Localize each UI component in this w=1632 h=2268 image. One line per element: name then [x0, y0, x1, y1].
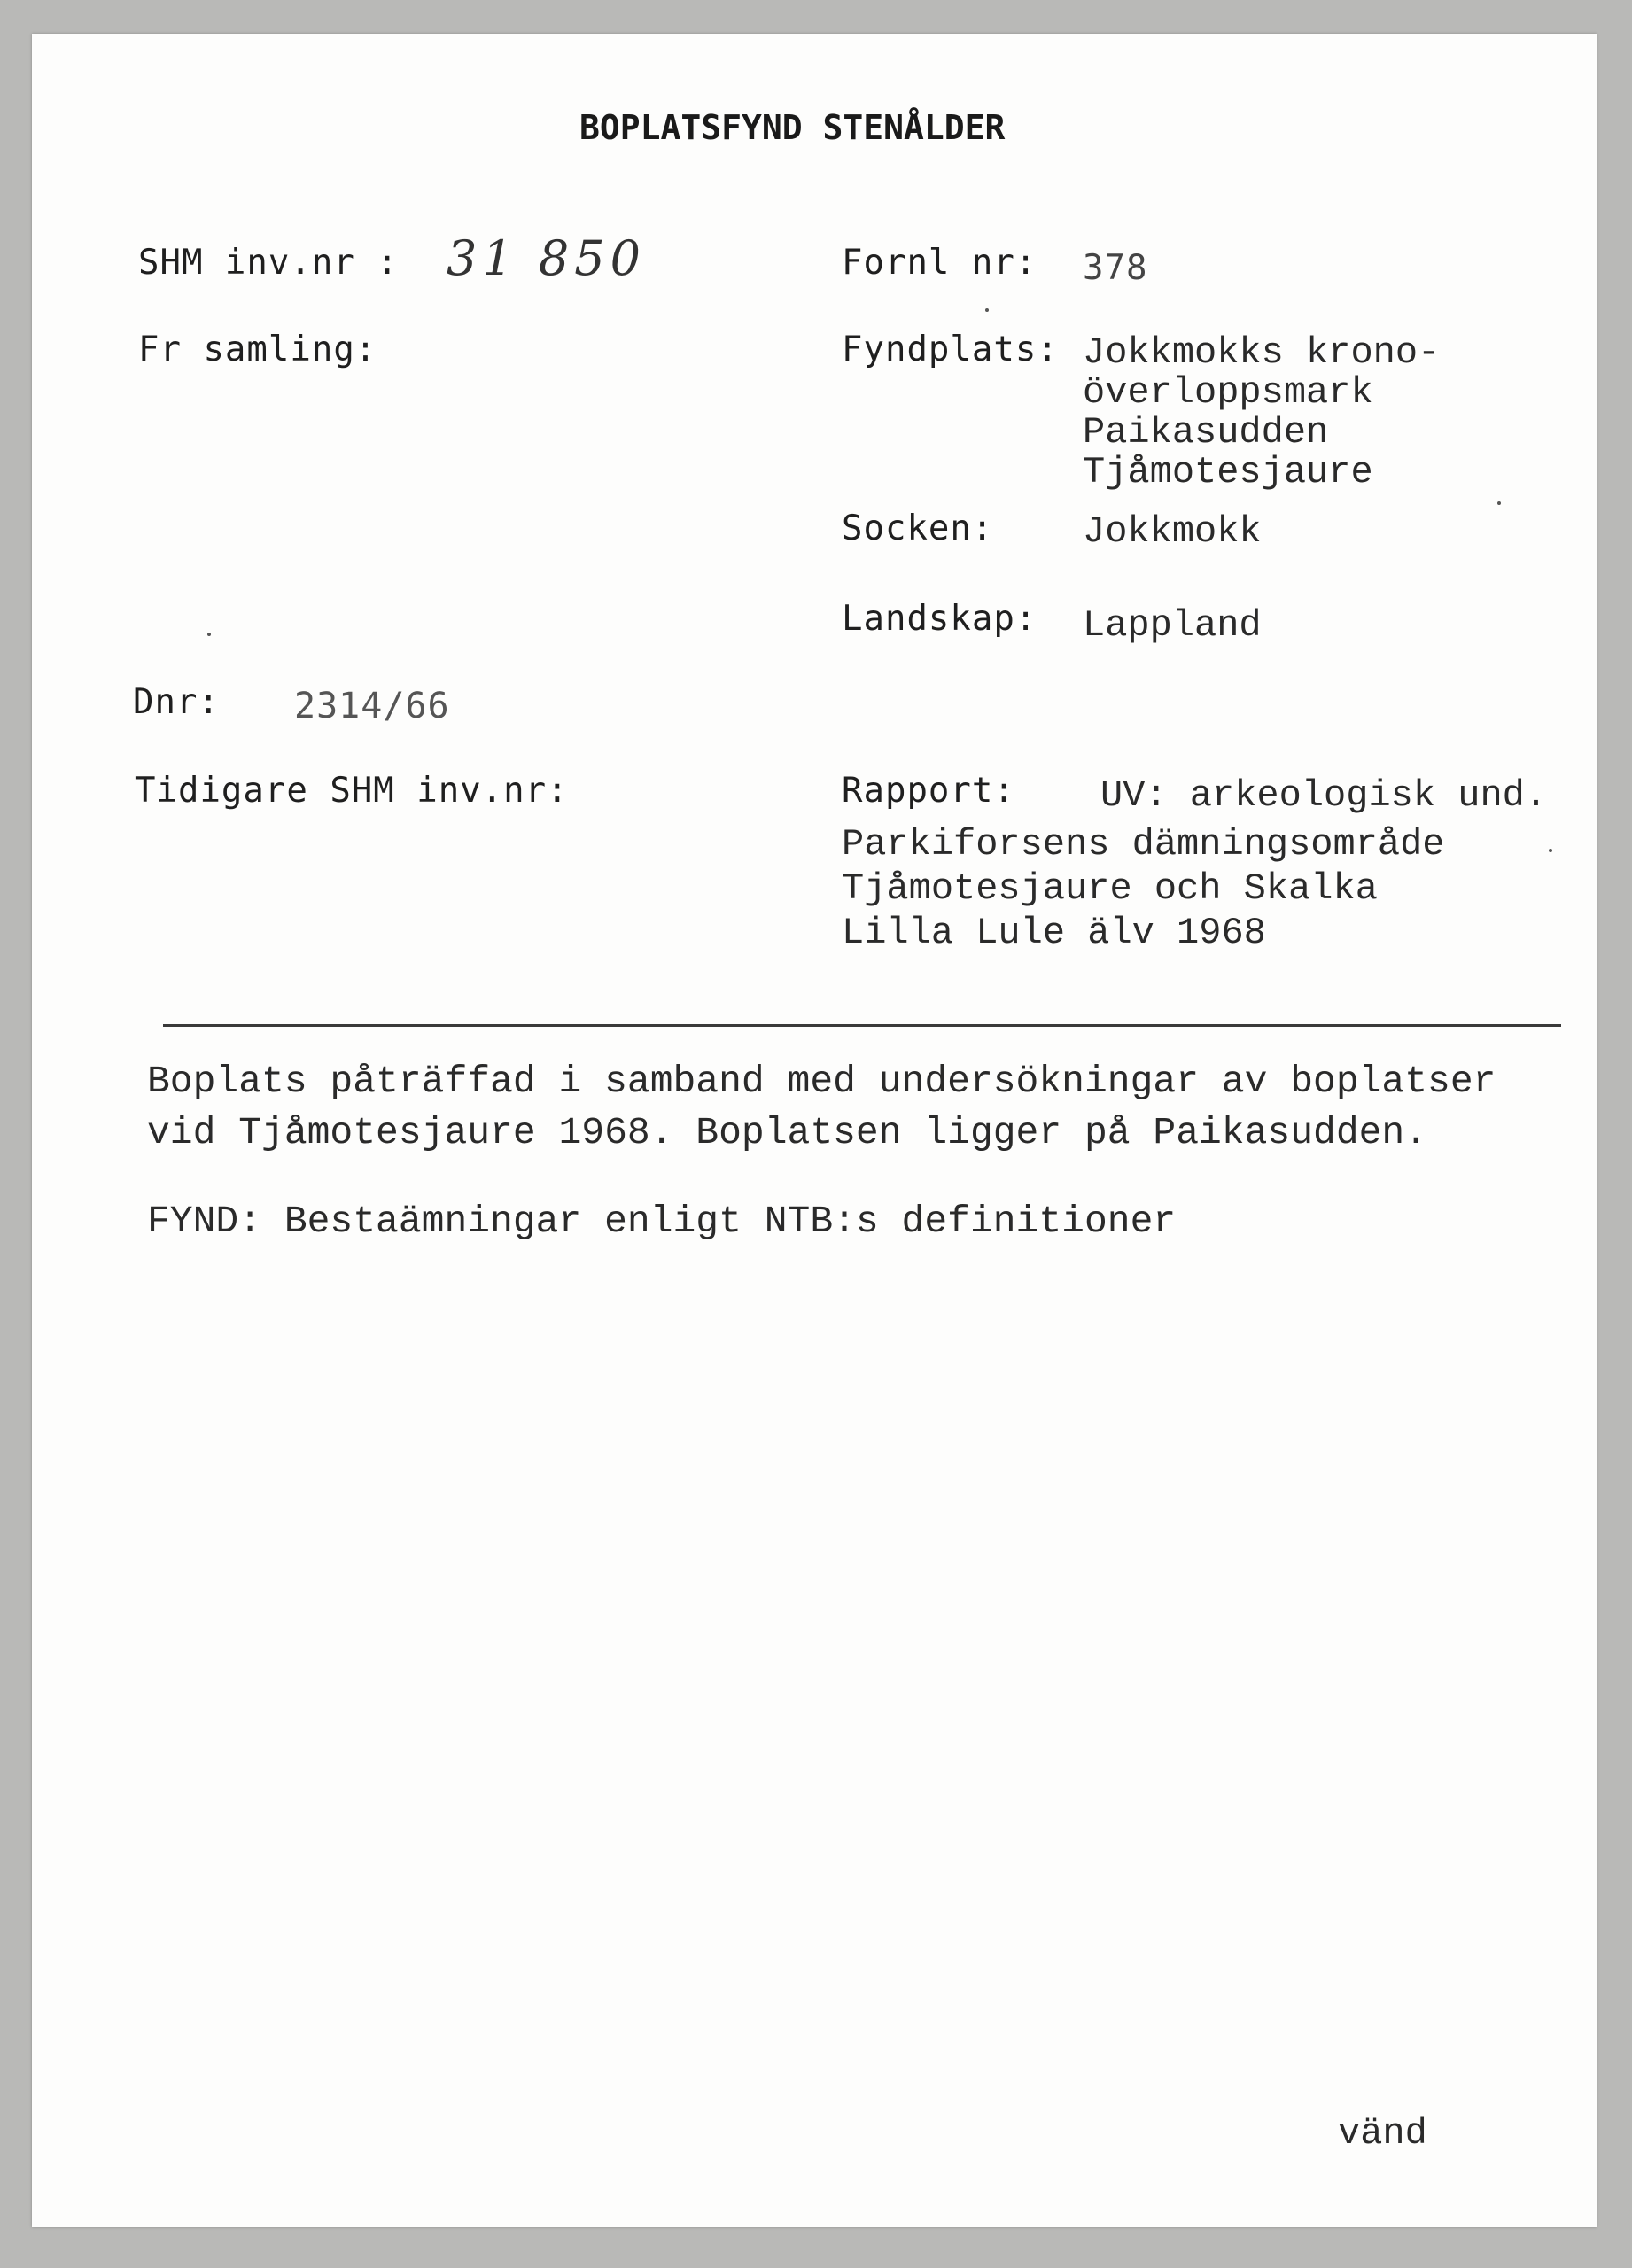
rapport-line: Lilla Lule älv 1968 [842, 912, 1266, 954]
paper-speck [207, 633, 211, 636]
description-line: vid Tjåmotesjaure 1968. Boplatsen ligger på Paikasudden. [147, 1111, 1428, 1154]
rapport-value [842, 822, 1445, 955]
divider-rule [163, 1024, 1561, 1027]
fr-samling-label: Fr samling: [138, 330, 377, 369]
fornl-label: Fornl nr: [842, 243, 1037, 283]
description [147, 1056, 1496, 1159]
paper-speck [1497, 501, 1501, 505]
dnr-value: 2314/66 [294, 686, 450, 726]
fyndplats-label: Fyndplats: [842, 330, 1059, 369]
fyndplats-line: Paikasudden [1083, 411, 1329, 454]
fyndplats-line: överloppsmark [1083, 371, 1373, 414]
rapport-label: Rapport: [842, 771, 1015, 811]
rapport-line: Parkiforsens dämningsområde [842, 823, 1445, 866]
paper-speck [1549, 849, 1552, 852]
fynd-line: FYND: Bestaämningar enligt NTB:s definitioner [147, 1200, 1177, 1243]
rapport-line: Tjåmotesjaure och Skalka [842, 867, 1378, 910]
fyndplats-line: Jokkmokks krono- [1083, 331, 1441, 374]
shm-inv-label: SHM inv.nr : [138, 243, 399, 283]
shm-inv-value: 31 850 [447, 230, 646, 286]
vand-note: vänd [1338, 2112, 1427, 2155]
landskap-value: Lappland [1083, 604, 1262, 647]
rapport-first-line: UV: arkeologisk und. [1100, 774, 1548, 817]
fornl-value: 378 [1083, 248, 1148, 288]
tidigare-shm-label: Tidigare SHM inv.nr: [135, 771, 569, 811]
paper-speck [985, 308, 989, 312]
fyndplats-value [1083, 333, 1440, 493]
fyndplats-line: Tjåmotesjaure [1083, 451, 1373, 493]
landskap-label: Landskap: [842, 599, 1037, 639]
dnr-label: Dnr: [133, 682, 220, 722]
socken-label: Socken: [842, 509, 994, 548]
card-title: BOPLATSFYND STENÅLDER [579, 108, 1006, 147]
description-line: Boplats påträffad i samband med undersökningar av boplatser [147, 1060, 1496, 1103]
catalog-card [32, 34, 1597, 2227]
socken-value: Jokkmokk [1083, 510, 1262, 553]
